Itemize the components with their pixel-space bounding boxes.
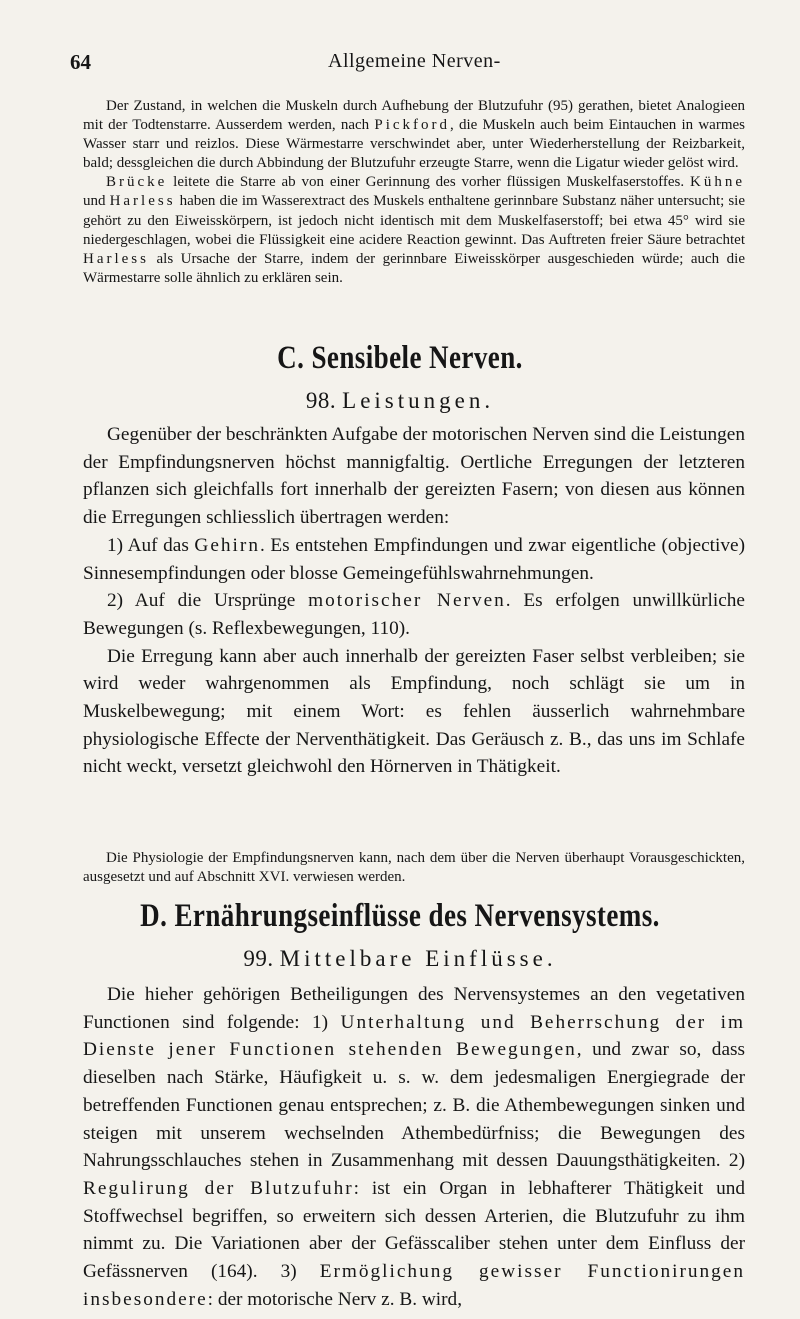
text-run: und: [83, 193, 110, 210]
subsection-number: 98.: [305, 388, 337, 413]
spaced-term: Unterhaltung und Beherrschung der im Dienste jener Functionen stehenden Bewegungen: [83, 1011, 745, 1061]
subsection-heading-99: [0, 946, 800, 972]
spaced-term: Regulirung der Blutzufuhr: [83, 1177, 354, 1199]
author-name: Kühne: [690, 174, 745, 191]
text-run: als Ursache der Starre, indem der gerinnbare Eiweisskörper ausgeschieden würde; auch die Wärmestarre solle ähnlich zu erklären sein.: [83, 250, 745, 286]
paragraph-motorisch: [83, 587, 745, 642]
text-run: : ist ein Organ in lebhafterer Thätigkeit und Stoffwechsel begriffen, so erweitern sich dessen Arterien, die Blutzufuhr zu ihm nimmt zu. Die Variationen aber der Gefässcaliber stehen unter dem Einfluss der Gefässnerven (164). 3): [83, 1177, 745, 1283]
top-text-block: [83, 97, 745, 288]
section-c-note: [83, 849, 745, 887]
author-name: Harless: [83, 250, 149, 267]
paragraph: Gegenüber der beschränkten Aufgabe der motorischen Nerven sind die Leistungen der Empfindungsnerven höchst mannigfaltig. Oertliche Erregungen der letzteren pflanzen sich gleichfalls fort innerhalb der gereizten Fasern; von diesen aus können die Erregungen schliesslich übertragen werden:: [83, 424, 745, 529]
text-run: 1) Auf das: [107, 534, 195, 556]
spaced-term: Ermöglichung gewisser Functionirungen insbesondere: [83, 1261, 745, 1310]
text-run: . Es entstehen Empfindungen und zwar eigentliche (objective) Sinnesempfindungen oder blosse Gemeingefühlswahrnehmungen.: [83, 534, 745, 584]
section-heading-d: D. Ernährungseinflüsse des Nervensystems.: [140, 898, 660, 934]
spaced-term: motorischer Nerven: [308, 590, 506, 612]
author-name: Brücke: [106, 174, 168, 191]
paragraph: Die Erregung kann aber auch innerhalb der gereizten Faser selbst verbleiben; sie wird weder wahrgenommen als Empfindung, noch schlägt sie um in Muskelbewegung; mit einem Wort: es fehlen äusserlich wahrnehmbare physiologische Effecte der Nerventhätigkeit. Das Geräusch z. B., das uns im Schlafe nicht weckt, versetzt gleichwohl den Hörnerven in Thätigkeit.: [83, 645, 745, 778]
section-heading-c: C. Sensibele Nerven.: [277, 340, 523, 376]
text-run: Der Zustand, in welchen die Muskeln durch Aufhebung der Blutzufuhr (95) gerathen, bietet Analogieen mit der Todtenstarre. Ausserdem werden, nach: [83, 98, 745, 134]
subsection-number: 99.: [243, 946, 274, 971]
paragraph-gerinnung: [83, 173, 745, 288]
page-header: [70, 46, 750, 76]
subsection-title: Mittelbare Einflüsse.: [279, 946, 557, 971]
section-c-text: [83, 421, 745, 781]
text-run: Die hieher gehörigen Betheiligungen des Nervensystemes an den vegetativen Functionen sind folgende: 1): [83, 984, 745, 1033]
subsection-title: Leistungen.: [342, 388, 495, 413]
subsection-heading-98: [0, 388, 800, 414]
spaced-term: Gehirn: [194, 534, 260, 556]
text-run: : der motorische Nerv z. B. wird,: [207, 1288, 463, 1310]
text-run: leitete die Starre ab von einer Gerinnung des vorher flüssigen Muskelfaserstoffes.: [167, 174, 690, 191]
note-paragraph: Die Physiologie der Empfindungsnerven kann, nach dem über die Nerven überhaupt Vorausgeschickten, ausgesetzt und auf Abschnitt XVI. verwiesen werden.: [83, 850, 745, 886]
running-head: Allgemeine Nerven-: [328, 50, 501, 72]
author-name: Pickford: [374, 117, 451, 134]
text-run: haben die im Wasserextract des Muskels enthaltene gerinnbare Substanz näher untersucht; sie gehört zu den Eiweisskörpern, ist jedoch nicht identisch mit dem Muskelfaserstoff; bei etwa 45° wird sie niedergeschlagen, wobei die Flüssigkeit eine acidere Reaction gewinnt. Das Auftreten freier Säure betrachtet: [83, 193, 746, 248]
page-number: 64: [70, 50, 91, 74]
text-run: , die Muskeln auch beim Eintauchen in warmes Wasser starr und reizlos. Diese Wärmestarre verschwindet aber, unter Wiederherstellung der Reizbarkeit, bald; dessgleichen die durch Abbindung der Blutzufuhr erzeugte Starre, wenn die Ligatur wieder gelöst wird.: [83, 117, 745, 172]
author-name: Harless: [109, 193, 176, 210]
paragraph-todtenstarre: [83, 97, 745, 173]
text-run: 2) Auf die Ursprünge: [107, 590, 309, 612]
section-d-text: [83, 981, 745, 1313]
text-run: , und zwar so, dass dieselben nach Stärke, Häufigkeit u. s. w. dem jedesmaligen Energiegrade der betreffenden Functionen genau entsprechen; z. B. die Athembewegungen sinken und steigen mit unserem wechselnden Athembedürfniss; die Bewegungen des Nahrungsschlauches stehen in Zusammenhang mit dessen Dauungsthätigkeiten. 2): [83, 1039, 746, 1172]
paragraph-einfluesse: [83, 981, 745, 1313]
text-run: . Es erfolgen unwillkürliche Bewegungen (s. Reflexbewegungen, 110).: [83, 590, 745, 639]
paragraph-gehirn: [83, 532, 745, 587]
